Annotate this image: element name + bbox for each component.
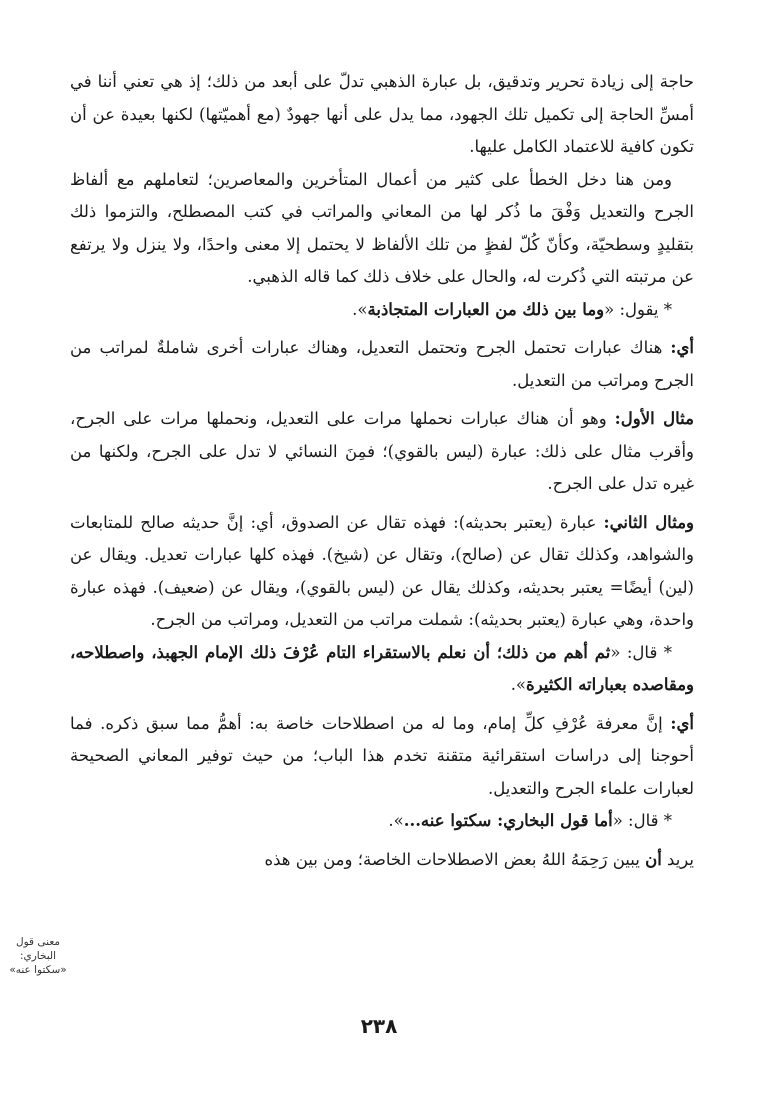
example-1-lead: مثال الأول: [614, 409, 694, 428]
explanation-2 [70, 708, 694, 806]
quote-2-bold: ثم أهم من ذلك؛ أن نعلم بالاستقراء التام عُرْفَ ذلك الإمام الجهبذ، واصطلاحه، ومقاصده بعباراته الكثيرة [70, 642, 694, 694]
quote-2-suffix: ». [510, 675, 527, 694]
explanation-2-lead: أي: [670, 713, 694, 733]
quote-2 [70, 637, 694, 702]
paragraph-2: ومن هنا دخل الخطأ على كثير من أعمال المتأخرين والمعاصرين؛ لتعاملهم مع ألفاظ الجرح والتعديل وَفْقَ ما ذُكر لها من المعاني والمراتب في كتب المصطلح، والتزموا ذلك بتقليدٍ وسطحيّة، وكأنّ كُلّ لفظٍ من تلك الألفاظ لا يحتمل إلا معنى واحدًا، ولا ينزل ولا يرتفع عن مرتبته التي ذُكرت له، والحال على خلاف ذلك كما قاله الذهبي. [70, 169, 694, 286]
quote-2-prefix: * قال: « [610, 642, 672, 662]
example-2 [70, 507, 694, 637]
page-body [70, 66, 694, 876]
page-number: ٢٣٨ [360, 1014, 398, 1038]
quote-3-suffix: ». [388, 811, 404, 830]
quote-3 [70, 805, 694, 838]
explanation-1 [70, 332, 694, 397]
example-1 [70, 403, 694, 501]
quote-1-suffix: ». [352, 299, 368, 319]
explanation-1-text: هناك عبارات تحتمل الجرح وتحتمل التعديل، وهناك عبارات أخرى شاملةٌ لمراتب من الجرح ومراتب من التعديل. [70, 338, 694, 390]
example-2-text: عبارة (يعتبر بحديثه): فهذه تقال عن الصدوق، أي: إنَّ حديثه صالح للمتابعات والشواهد، وكذلك تقال عن (صالح)، وتقال عن (شيخ). فهذه كلها عبارات تعديل. ويقال عن (لين) أيضًا= يعتبر بحديثه، وكذلك يقال عن (ليس بالقوي)، ويقال عن (ضعيف). فهذه عبارة واحدة، وهي عبارة (يعتبر بحديثه): شملت مراتب من التعديل، ومراتب من الجرح. [70, 512, 694, 629]
margin-note [8, 935, 68, 977]
example-2-lead: ومثال الثاني: [603, 512, 694, 532]
quote-1-bold: وما بين ذلك من العبارات المتجاذبة [367, 299, 605, 319]
example-1-text: وهو أن هناك عبارات نحملها مرات على التعديل، ونحملها مرات على الجرح، وأقرب مثال على ذلك: عبارة (ليس بالقوي)؛ فمِنَ النسائي لا تدل على الجرح، ولكنها من غيره تدل على الجرح. [70, 409, 694, 493]
final-paragraph-bold: أن [645, 849, 662, 869]
final-paragraph-b: يبين رَحِمَهُ اللهُ بعض الاصطلاحات الخاصة؛ ومن بين هذه [264, 849, 646, 869]
quote-1-prefix: * يقول: « [604, 299, 672, 319]
margin-note-line-2: البخاري: [19, 950, 57, 962]
paragraph-1: حاجة إلى زيادة تحرير وتدقيق، بل عبارة الذهبي تدلّ على أبعد من ذلك؛ إذ هي تعني أننا في أمسِّ الحاجة إلى تكميل تلك الجهود، مما يدل على أنها جهودٌ (مع أهميّتها) لكنها بعيدة عن أن تكون كافية للاعتماد الكامل عليها. [70, 72, 694, 156]
quote-1 [70, 294, 694, 327]
explanation-2-text: إنَّ معرفة عُرْفِ كلِّ إمام، وما له من اصطلاحات خاصة به: أهمُّ مما سبق ذكره. فما أحوجنا إلى دراسات استقرائية متقنة تخدم هذا الباب؛ من حيث توفير المعاني الصحيحة لعبارات علماء الجرح والتعديل. [70, 713, 694, 798]
final-paragraph [70, 844, 694, 877]
quote-3-prefix: * قال: « [612, 811, 672, 830]
final-paragraph-a: يريد [661, 849, 694, 869]
quote-3-bold: أما قول البخاري: سكتوا عنه... [403, 811, 613, 830]
margin-note-line-1: معنى قول [15, 936, 61, 948]
margin-note-line-3: «سكتوا عنه» [9, 964, 67, 976]
explanation-1-lead: أي: [670, 338, 694, 357]
